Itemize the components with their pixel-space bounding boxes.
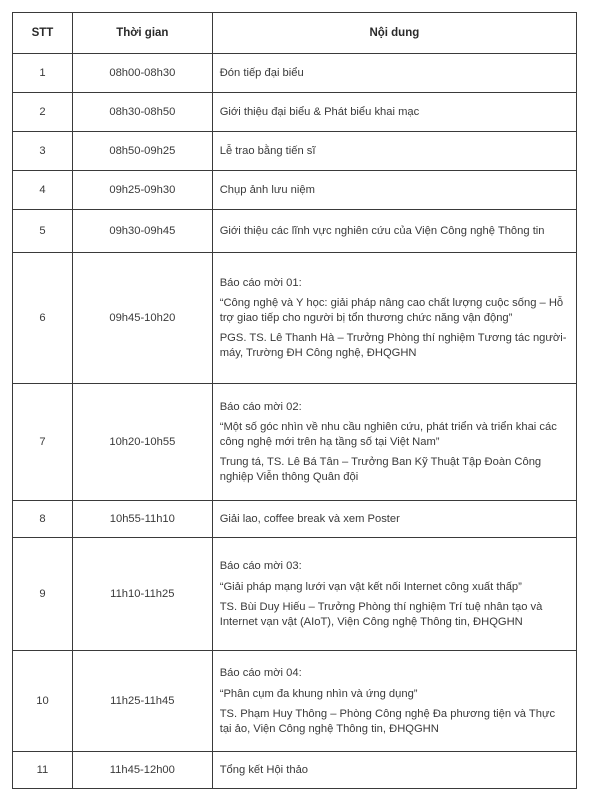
time-cell: 11h45-12h00	[72, 752, 212, 789]
stt-cell: 5	[13, 210, 73, 253]
stt-cell: 6	[13, 253, 73, 384]
header-content: Nội dung	[212, 13, 576, 54]
time-cell: 10h20-10h55	[72, 384, 212, 501]
content-paragraph: “Một số góc nhìn về nhu cầu nghiên cứu, phát triển và triển khai các công nghệ mới trên hạ tầng số tại Việt Nam”	[219, 421, 557, 448]
time-cell: 09h30-09h45	[72, 210, 212, 253]
content-paragraph: Lễ trao bằng tiến sĩ	[219, 144, 316, 157]
content-paragraph: Báo cáo mời 02:	[219, 400, 302, 413]
content-paragraph: Giới thiệu các lĩnh vực nghiên cứu của Viện Công nghệ Thông tin	[219, 224, 545, 237]
content-cell	[212, 752, 576, 789]
table-row	[13, 171, 577, 210]
table-row	[13, 651, 577, 752]
content-cell	[212, 651, 576, 752]
table-row	[13, 538, 577, 651]
content-paragraph: Chụp ảnh lưu niệm	[219, 183, 315, 196]
stt-cell: 8	[13, 501, 73, 538]
table-row	[13, 54, 577, 93]
time-cell: 08h00-08h30	[72, 54, 212, 93]
header-stt: STT	[13, 13, 73, 54]
table-row	[13, 501, 577, 538]
content-paragraph: PGS. TS. Lê Thanh Hà – Trưởng Phòng thí nghiệm Tương tác người-máy, Trường ĐH Công nghệ, ĐHQGHN	[219, 332, 567, 359]
time-cell: 09h45-10h20	[72, 253, 212, 384]
time-cell: 09h25-09h30	[72, 171, 212, 210]
header-row	[13, 13, 577, 54]
stt-cell: 11	[13, 752, 73, 789]
schedule-table	[12, 12, 577, 789]
table-row	[13, 132, 577, 171]
content-cell	[212, 253, 576, 384]
content-paragraph: Báo cáo mời 04:	[219, 667, 302, 679]
header-time: Thời gian	[72, 13, 212, 54]
stt-cell: 7	[13, 384, 73, 501]
content-paragraph: Tổng kết Hội thảo	[219, 763, 309, 776]
content-paragraph: Đón tiếp đại biểu	[219, 66, 304, 79]
content-paragraph: TS. Bùi Duy Hiếu – Trưởng Phòng thí nghiệm Trí tuệ nhân tạo và Internet vạn vật (AIoT), Viện Công nghệ Thông tin, ĐHQGHN	[219, 601, 543, 628]
time-cell: 11h25-11h45	[72, 651, 212, 752]
content-paragraph: “Công nghệ và Y học: giải pháp nâng cao chất lượng cuộc sống – Hỗ trợ giao tiếp cho người bị tổn thương chức năng vận động”	[219, 297, 564, 324]
stt-cell: 9	[13, 538, 73, 651]
time-cell: 08h30-08h50	[72, 93, 212, 132]
content-paragraph: Giới thiệu đại biểu & Phát biểu khai mạc	[219, 105, 420, 118]
stt-cell: 4	[13, 171, 73, 210]
content-cell	[212, 538, 576, 651]
stt-cell: 3	[13, 132, 73, 171]
table-row	[13, 253, 577, 384]
stt-cell: 10	[13, 651, 73, 752]
table-row	[13, 93, 577, 132]
content-cell	[212, 54, 576, 93]
time-cell: 08h50-09h25	[72, 132, 212, 171]
content-cell	[212, 210, 576, 253]
content-paragraph: “Giải pháp mạng lưới vạn vật kết nối Internet công xuất thấp”	[219, 580, 522, 593]
content-cell	[212, 171, 576, 210]
content-paragraph: “Phân cụm đa khung nhìn và ứng dụng”	[219, 687, 418, 700]
table-row	[13, 752, 577, 789]
time-cell: 11h10-11h25	[72, 538, 212, 651]
stt-cell: 1	[13, 54, 73, 93]
content-cell	[212, 132, 576, 171]
content-cell	[212, 93, 576, 132]
content-paragraph: Báo cáo mời 03:	[219, 560, 302, 572]
stt-cell: 2	[13, 93, 73, 132]
content-paragraph: Trung tá, TS. Lê Bá Tân – Trưởng Ban Kỹ Thuật Tập Đoàn Công nghiệp Viễn thông Quân đội	[219, 456, 542, 483]
content-cell	[212, 501, 576, 538]
table-row	[13, 210, 577, 253]
content-paragraph: Báo cáo mời 01:	[219, 276, 302, 289]
content-cell	[212, 384, 576, 501]
table-row	[13, 384, 577, 501]
time-cell: 10h55-11h10	[72, 501, 212, 538]
content-paragraph: TS. Phạm Huy Thông – Phòng Công nghệ Đa phương tiện và Thực tại ảo, Viện Công nghệ Thông tin, ĐHQGHN	[219, 708, 556, 735]
content-paragraph: Giải lao, coffee break và xem Poster	[219, 512, 400, 525]
